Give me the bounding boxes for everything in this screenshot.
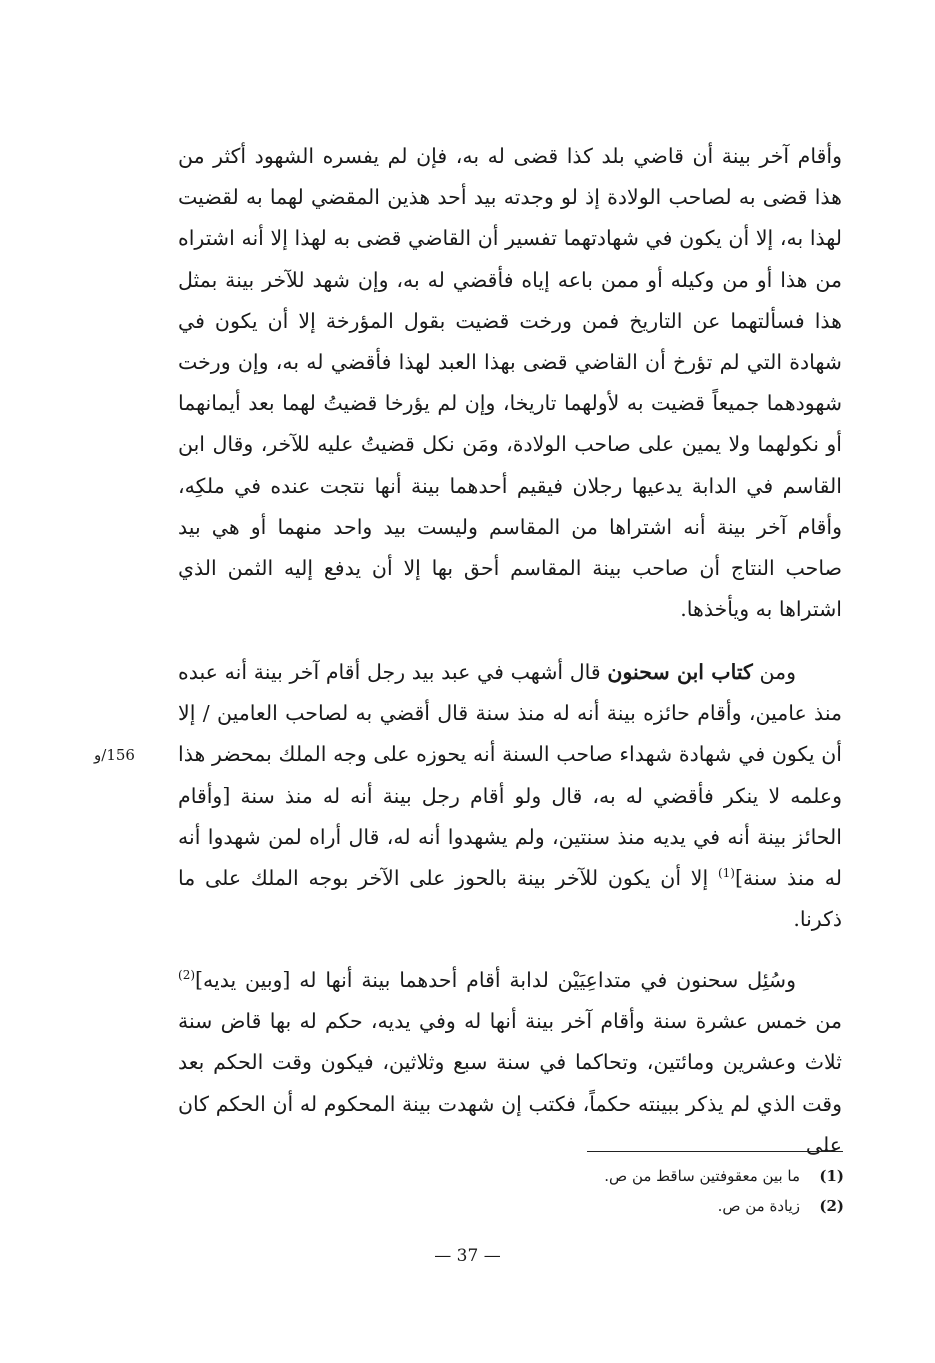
paragraph-2-body-b: إلا أن يكون للآخر بينة بالحوز على الآخر بوجه الملك على ما ذكرنا. — [178, 866, 842, 932]
paragraph-1-text: وأقام آخر بينة أن قاضي بلد كذا قضى له به، فإن لم يفسره الشهود أكثر من هذا قضى به لصاحب الولادة إذ لو وجدته بيد أحد هذين المقضي لهما به لقضيت لهذا به، إلا أن يكون في شهادتهما تفسير أن القاضي قضى به لهذا إلا أنه اشتراه من هذا أو من وكيله أو ممن باعه إياه فأقضي له به، وإن شهد للآخر بينة بمثل هذا فسألتهما عن التاريخ فمن ورخت قضيت بقول المؤرخة إلا أن يكون في شهادة التي لم تؤرخ أن القاضي قضى بهذا العبد لهذا فأقضي له به، وإن ورخت شهودهما جميعاً قضيت به لأولهما تاريخا، وإن لم يؤرخا قضيتُ لهما بعد أيمانهما أو نكولهما ولا يمين على صاحب الولادة، ومَن نكل قضيتُ عليه للآخر، وقال ابن القاسم في الدابة يدعيها رجلان فيقيم أحدهما بينة أنها نتجت عنده في ملكِه، وأقام آخر بينة أنه اشتراها من المقاسم وليست بيد واحد منهما أو هي بيد صاحب النتاج أن صاحب بينة المقاسم أحق بها إلا أن يدفع إليه الثمن الذي اشتراها به ويأخذها. — [178, 144, 842, 622]
footnote-item — [420, 1191, 844, 1221]
footnote-text: زيادة من ص. — [717, 1197, 800, 1215]
paragraph-3-body-a: وسُئِل سحنون في متداعِيَيْن لدابة أقام أحدهما بينة أنها له [وبين يديه] — [195, 968, 796, 992]
paragraph-3-text — [178, 960, 842, 1166]
page-number: — 37 — — [434, 1246, 501, 1266]
paragraph-1 — [178, 136, 842, 630]
footnote-number: (1) — [819, 1167, 844, 1185]
paragraph-2-text — [178, 652, 842, 940]
footnote-ref-2[interactable]: (2) — [178, 968, 196, 983]
footnote-ref-1[interactable]: (1) — [717, 866, 735, 881]
paragraph-2 — [178, 652, 842, 940]
footnote-divider — [587, 1151, 843, 1152]
paragraph-2-body-a: قال أشهب في عبد بيد رجل أقام آخر بينة أنه عبده منذ عامين، وأقام حائزه بينة أنه له منذ سنة قال أقضي به لصاحب العامين / إلا أن يكون في شهادة شهداء صاحب السنة أنه يحوزه على وجه الملك بمحضر هذا وعلمه لا ينكر فأقضي له به، قال ولو أقام رجل بينة أنه له منذ سنة [وأقام الحائز بينة أنه في يديه منذ سنتين، ولم يشهدوا أنه له، قال أراه لمن شهدوا أنه له منذ سنة] — [178, 660, 842, 891]
footnote-item — [420, 1161, 844, 1191]
paragraph-2-lead: ومن — [752, 660, 796, 684]
footnotes — [420, 1161, 844, 1221]
folio-margin-note: 156/و — [94, 746, 135, 764]
paragraph-3 — [178, 960, 842, 1166]
footnote-number: (2) — [819, 1197, 844, 1215]
footnote-text: ما بين معقوفتين ساقط من ص. — [604, 1167, 800, 1185]
book-title: كتاب ابن سحنون — [607, 660, 753, 684]
paragraph-3-body-b: من خمس عشرة سنة وأقام آخر بينة أنها له وفي يديه، حكم له بها قاض سنة ثلاث وعشرين ومائتين، وتحاكما في سنة سبع وثلاثين، فيكون وقت الحكم بعد وقت الذي لم يذكر ببينته حكماً، فكتب إن شهدت بينة المحكوم له أن الحكم كان على — [178, 1009, 842, 1157]
